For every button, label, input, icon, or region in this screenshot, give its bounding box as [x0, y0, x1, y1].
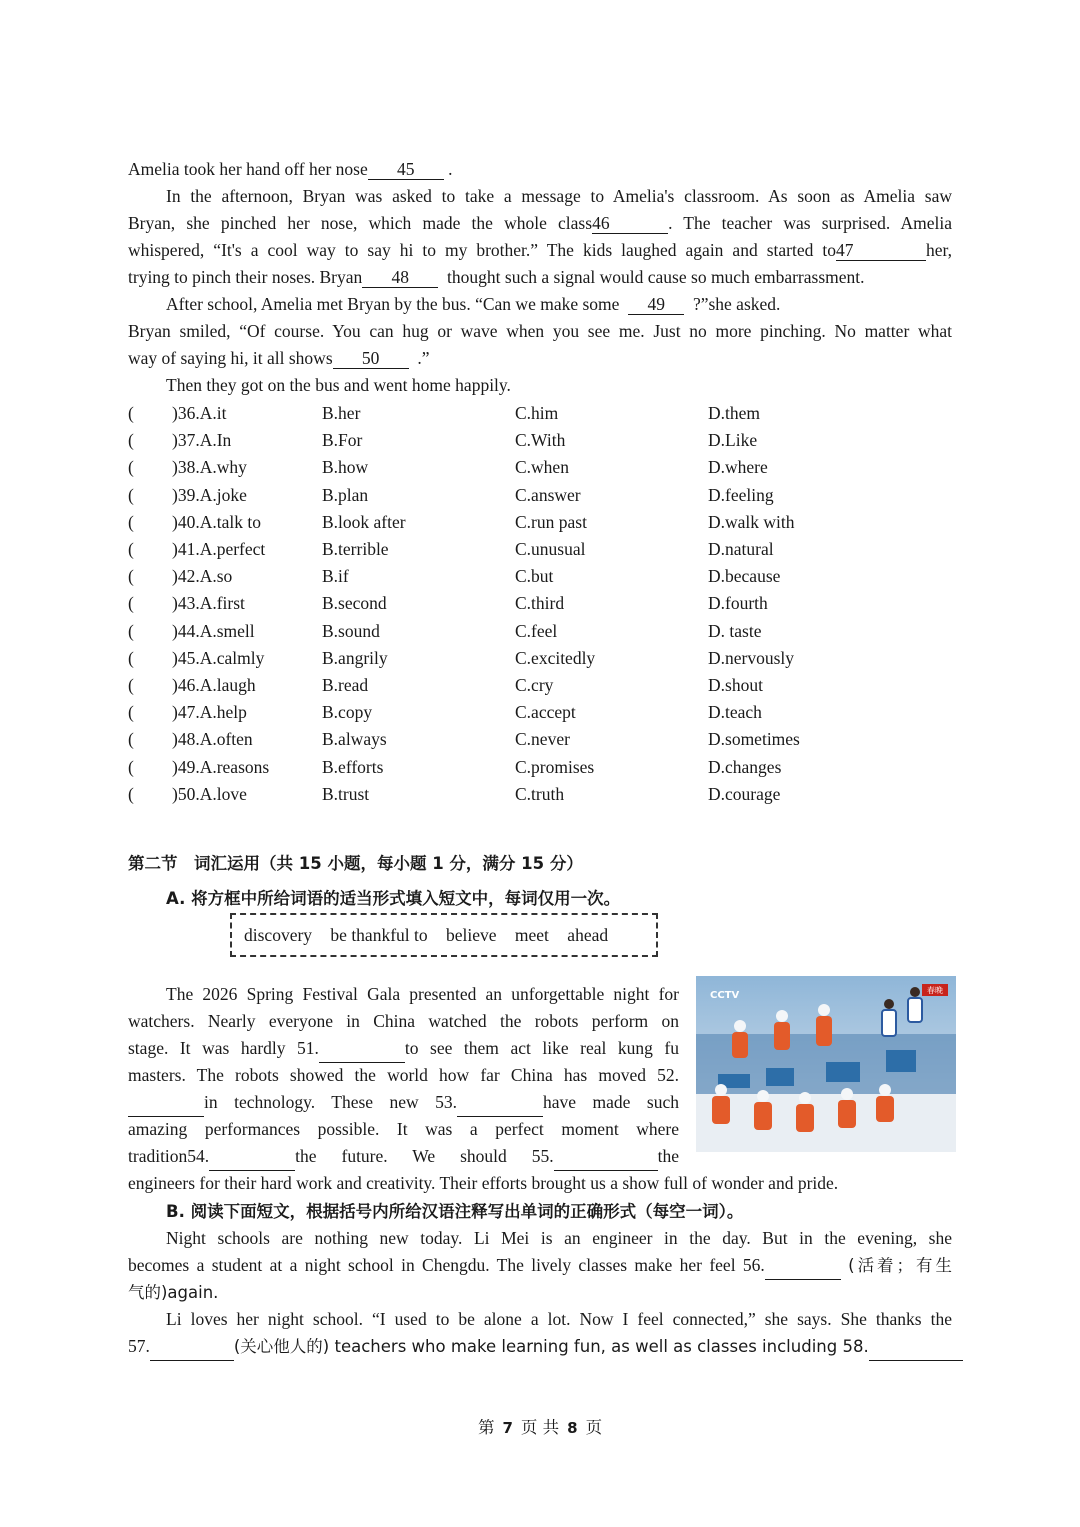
word-be-thankful-to: be thankful to	[330, 925, 428, 945]
option-c: C.With	[515, 430, 566, 451]
blank-45[interactable]: 45	[368, 159, 444, 180]
story-line-1: Amelia took her hand off her nose 45 .	[128, 159, 453, 179]
option-d: D. taste	[708, 620, 762, 641]
answer-bracket[interactable]: (	[128, 756, 134, 777]
gala-line-3: stage. It was hardly 51. to see them act like real kung fu	[128, 1035, 679, 1063]
option-row	[128, 726, 952, 753]
option-row	[128, 536, 952, 563]
story-para3: After school, Amelia met Bryan by the bus. “Can we make some 49 ?”she asked.	[166, 294, 781, 314]
option-d: D.Like	[708, 430, 758, 451]
option-a: )44.A.smell	[172, 620, 255, 641]
page-total: 8	[567, 1419, 578, 1437]
option-row	[128, 400, 952, 427]
answer-bracket[interactable]: (	[128, 647, 134, 668]
option-c: C.but	[515, 566, 554, 587]
option-row	[128, 781, 952, 808]
option-row	[128, 754, 952, 781]
option-b: B.read	[322, 675, 369, 695]
option-d: D.natural	[708, 539, 774, 559]
option-c: C.never	[515, 729, 570, 750]
option-a: )36.A.it	[172, 403, 227, 423]
answer-bracket[interactable]: (	[128, 620, 134, 641]
option-a: )46.A.laugh	[172, 675, 256, 695]
option-b: B.if	[322, 566, 349, 587]
partB-line-2: becomes a student at a night school in Chengdu. The lively classes make her feel 56. (活着；有生	[128, 1252, 952, 1280]
word-meet: meet	[514, 925, 549, 945]
option-b: B.efforts	[322, 756, 384, 777]
option-row	[128, 563, 952, 590]
partB-line-1: Night schools are nothing new today. Li Mei is an engineer in the day. But in the evening, she	[166, 1228, 952, 1248]
word-discovery: discovery	[244, 925, 313, 945]
answer-bracket[interactable]: (	[128, 457, 134, 478]
option-a: )43.A.first	[172, 593, 245, 614]
answer-bracket[interactable]: (	[128, 484, 134, 505]
option-a: )38.A.why	[172, 457, 247, 478]
word-box	[230, 913, 658, 957]
page-footer: 第 7 页 共 8 页	[477, 1418, 603, 1437]
partA-instruction: A. 将方框中所给词语的适当形式填入短文中，每词仅用一次。	[166, 889, 621, 908]
option-d: D.where	[708, 457, 768, 478]
story-para4-line2: way of saying hi, it all shows 50 .”	[128, 348, 430, 368]
option-row	[128, 672, 952, 699]
partB-instruction: B. 阅读下面短文，根据括号内所给汉语注释写出单词的正确形式（每空一词）。	[166, 1202, 744, 1221]
option-a: )49.A.reasons	[172, 756, 270, 777]
option-c: C.cry	[515, 675, 554, 695]
option-a: )50.A.love	[172, 783, 247, 804]
option-b: B.sound	[322, 620, 380, 641]
option-a: )47.A.help	[172, 702, 247, 723]
partB-line-3: 气的)again.	[128, 1283, 219, 1302]
option-c: C.him	[515, 403, 559, 423]
option-d: D.teach	[708, 702, 762, 723]
answer-bracket[interactable]: (	[128, 403, 134, 423]
option-b: B.For	[322, 430, 363, 451]
option-d: D.because	[708, 566, 781, 587]
option-b: B.look after	[322, 511, 406, 532]
gala-line-2: watchers. Nearly everyone in China watched the robots perform on	[128, 1011, 679, 1031]
option-c: C.promises	[515, 756, 595, 777]
option-row	[128, 590, 952, 617]
answer-bracket[interactable]: (	[128, 783, 134, 804]
blank-57[interactable]	[150, 1333, 234, 1361]
gala-line-7: tradition54. the future. We should 55. the	[128, 1143, 679, 1171]
option-d: D.changes	[708, 756, 782, 777]
story-para2-line1: In the afternoon, Bryan was asked to take a message to Amelia's classroom. As soon as Amelia saw	[166, 186, 952, 206]
answer-bracket[interactable]: (	[128, 511, 134, 532]
option-c: C.accept	[515, 702, 576, 723]
option-b: B.trust	[322, 783, 370, 804]
photo-logo: CCTV	[710, 990, 740, 1001]
option-b: B.always	[322, 729, 387, 750]
option-c: C.run past	[515, 511, 587, 532]
option-b: B.plan	[322, 484, 369, 505]
option-c: C.unusual	[515, 539, 586, 559]
option-b: B.angrily	[322, 647, 388, 668]
section2-heading: 第二节 词汇运用（共 15 小题，每小题 1 分，满分 15 分）	[128, 854, 583, 873]
partB-line-5: 57. (关心他人的) teachers who make learning fun, as well as classes including 58.	[128, 1333, 952, 1361]
option-a: )39.A.joke	[172, 484, 247, 505]
word-ahead: ahead	[567, 925, 609, 945]
option-d: D.them	[708, 403, 761, 423]
answer-bracket[interactable]: (	[128, 593, 134, 614]
blank-51[interactable]	[319, 1035, 405, 1063]
option-a: )41.A.perfect	[172, 539, 266, 559]
gala-line-5: in technology. These new 53. have made such	[128, 1089, 679, 1117]
gala-line-6: amazing performances possible. It was a perfect moment where	[128, 1119, 679, 1139]
blank-54[interactable]	[209, 1143, 295, 1171]
option-b: B.terrible	[322, 539, 389, 559]
option-c: C.third	[515, 593, 565, 614]
blank-56[interactable]	[765, 1252, 841, 1280]
option-a: )40.A.talk to	[172, 511, 261, 532]
gala-line-8: engineers for their hard work and creativity. Their efforts brought us a show full of wonder and pride.	[128, 1173, 839, 1193]
option-d: D.shout	[708, 675, 763, 695]
option-d: D.nervously	[708, 647, 795, 668]
gala-line-4: masters. The robots showed the world how far China has moved 52.	[128, 1065, 679, 1085]
option-row	[128, 645, 952, 672]
blank-49[interactable]: 49	[628, 294, 684, 315]
option-c: C.when	[515, 457, 569, 478]
answer-bracket[interactable]: (	[128, 729, 134, 750]
blank-52[interactable]	[128, 1089, 204, 1117]
option-d: D.courage	[708, 783, 781, 804]
option-b: B.second	[322, 593, 387, 614]
blank-47[interactable]: 47	[836, 240, 926, 261]
option-c: C.excitedly	[515, 647, 596, 668]
option-row	[128, 618, 952, 645]
blank-58[interactable]	[869, 1333, 963, 1361]
option-row	[128, 482, 952, 509]
photo-badge: 春晚	[927, 986, 943, 995]
option-row	[128, 454, 952, 481]
answer-bracket[interactable]: (	[128, 702, 134, 723]
blank-55[interactable]	[554, 1143, 658, 1171]
story-para2-line4: trying to pinch their noses. Bryan 48 thought such a signal would cause so much embarrassment.	[128, 267, 865, 287]
option-d: D.walk with	[708, 511, 795, 532]
answer-bracket[interactable]: (	[128, 675, 134, 695]
option-d: D.sometimes	[708, 729, 800, 750]
option-d: D.fourth	[708, 593, 768, 614]
option-a: )42.A.so	[172, 566, 233, 587]
option-a: )37.A.In	[172, 430, 232, 451]
option-row	[128, 427, 952, 454]
option-c: C.feel	[515, 620, 558, 641]
option-d: D.feeling	[708, 484, 774, 505]
option-row	[128, 509, 952, 536]
gala-line-1: The 2026 Spring Festival Gala presented an unforgettable night for	[166, 984, 679, 1004]
blank-53[interactable]	[457, 1089, 543, 1117]
option-b: B.copy	[322, 702, 373, 723]
option-c: C.truth	[515, 783, 565, 804]
partB-line-4: Li loves her night school. “I used to be alone a lot. Now I feel connected,” she says. She thanks the	[166, 1309, 952, 1329]
option-b: B.how	[322, 457, 369, 478]
answer-bracket[interactable]: (	[128, 430, 134, 451]
word-believe: believe	[446, 925, 497, 945]
answer-bracket[interactable]: (	[128, 539, 134, 559]
option-row	[128, 699, 952, 726]
story-para2-line3: whispered, “It's a cool way to say hi to my brother.” The kids laughed again and started to47 her,	[128, 240, 952, 260]
blank-46[interactable]: 46	[592, 213, 668, 234]
gala-robots-photo	[696, 976, 956, 1152]
option-b: B.her	[322, 403, 361, 423]
gala-photo-illustration	[696, 976, 956, 1152]
answer-bracket[interactable]: (	[128, 566, 134, 587]
story-para4-line1: Bryan smiled, “Of course. You can hug or wave when you see me. Just no more pinching. No matter what	[128, 321, 952, 341]
blank-50[interactable]: 50	[333, 348, 409, 369]
page-number: 7	[502, 1419, 513, 1437]
story-para2-line2: Bryan, she pinched her nose, which made the whole class46 . The teacher was surprised. Amelia	[128, 213, 952, 233]
option-a: )48.A.often	[172, 729, 253, 750]
blank-48[interactable]: 48	[362, 267, 438, 288]
story-para5: Then they got on the bus and went home happily.	[166, 375, 511, 395]
option-c: C.answer	[515, 484, 581, 505]
option-a: )45.A.calmly	[172, 647, 265, 668]
